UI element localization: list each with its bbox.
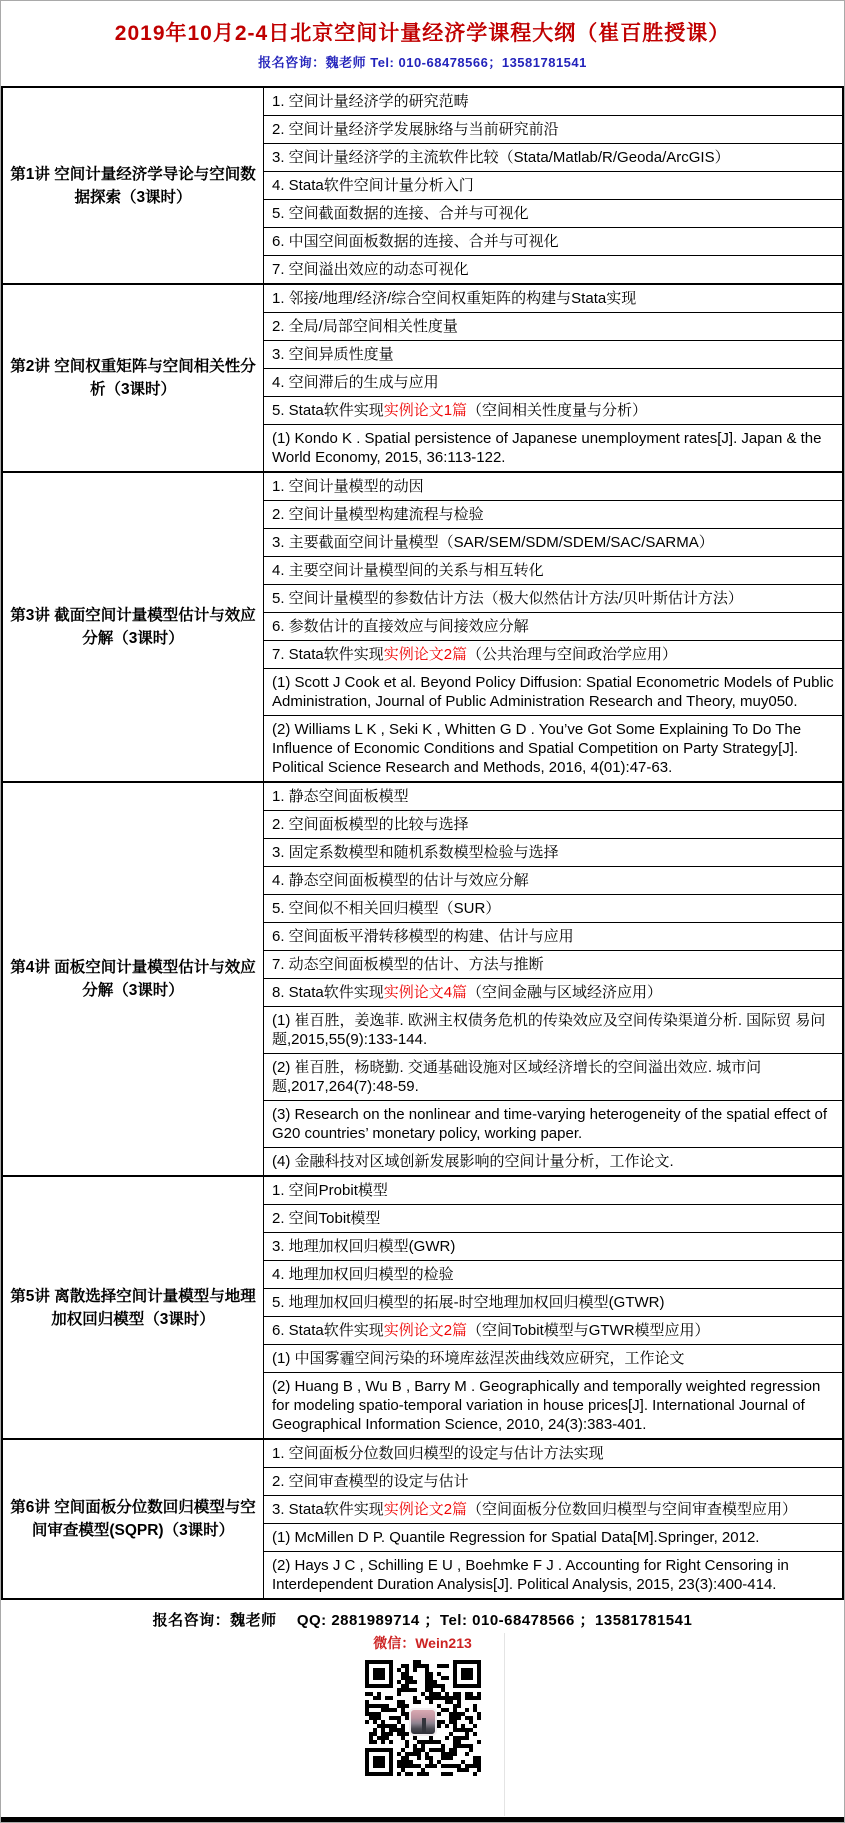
footer-wechat-line: 微信：Wein213 [373,1635,472,1651]
topic-cell [264,923,844,951]
topic-cell [264,1205,844,1233]
topic-text: 4. 主要空间计量模型间的关系与相互转化 [272,562,544,579]
footer [1,1609,844,1784]
qr-code-image [361,1660,485,1784]
topic-cell [264,811,844,839]
topic-cell [264,144,844,172]
topic-text: 8. Stata软件实现 [272,984,384,1001]
topic-cell [264,397,844,425]
topic-text: 5. 空间计量模型的参数估计方法（极大似然估计方法/贝叶斯估计方法） [272,590,743,607]
course-table [1,86,844,1600]
lecture-title: 第4讲 面板空间计量模型估计与效应分解（3课时） [2,782,264,1176]
topic-text: 2. 全局/局部空间相关性度量 [272,318,458,335]
topic-cell [264,979,844,1007]
citation-cell [264,1007,844,1054]
qr-center-logo [409,1708,437,1736]
citation-cell [264,1373,844,1440]
topic-text: 7. 空间溢出效应的动态可视化 [272,261,469,278]
topic-text: 1. 空间计量经济学的研究范畴 [272,93,469,110]
topic-text: （公共治理与空间政治学应用） [467,646,678,663]
topic-text: 3. 固定系数模型和随机系数模型检验与选择 [272,844,559,861]
topic-text: (2) Huang B , Wu B , Barry M . Geographically and temporally weighted regression for modeling spatio-temporal variation in house prices[J]. International Journal of Geographical Information Science, 2010, 24(3):383-401. [272,1378,821,1433]
topic-cell [264,839,844,867]
citation-cell [264,1524,844,1552]
topic-text: 3. 地理加权回归模型(GWR) [272,1238,456,1255]
highlight-text: 实例论文4篇 [383,984,468,1001]
citation-cell [264,1552,844,1600]
topic-text: 2. 空间计量模型构建流程与检验 [272,506,484,523]
topic-cell [264,867,844,895]
table-row [2,1176,843,1205]
table-row [2,472,843,501]
topic-cell [264,613,844,641]
topic-cell [264,228,844,256]
topic-text: 1. 静态空间面板模型 [272,788,409,805]
topic-cell [264,1317,844,1345]
topic-text: 2. 空间计量经济学发展脉络与当前研究前沿 [272,121,559,138]
citation-cell [264,1345,844,1373]
topic-text: (1) McMillen D P. Quantile Regression for Spatial Data[M].Springer, 2012. [272,1529,760,1546]
topic-text: (1) Kondo K . Spatial persistence of Japanese unemployment rates[J]. Japan & the World Economy, 2015, 36:113-122. [272,430,822,466]
footer-contact-line: 报名咨询：魏老师 QQ: 2881989714 ；Tel: 010-68478566 ；13581781541 [152,1612,693,1629]
highlight-text: 实例论文1篇 [383,402,468,419]
topic-cell [264,895,844,923]
citation-cell [264,1148,844,1177]
topic-text: (1) Scott J Cook et al. Beyond Policy Diffusion: Spatial Econometric Models of Public Administration, Journal of Public Administration Research and Theory, muy050. [272,674,834,710]
topic-cell [264,1261,844,1289]
footer-divider-line [504,1633,505,1816]
citation-cell [264,716,844,783]
topic-cell [264,557,844,585]
topic-text: 6. 空间面板平滑转移模型的构建、估计与应用 [272,928,574,945]
topic-text: 2. 空间Tobit模型 [272,1210,381,1227]
topic-text: 7. Stata软件实现 [272,646,384,663]
citation-cell [264,669,844,716]
topic-text: 7. 动态空间面板模型的估计、方法与推断 [272,956,544,973]
topic-text: 2. 空间审查模型的设定与估计 [272,1473,469,1490]
topic-cell [264,369,844,397]
topic-cell [264,529,844,557]
topic-cell [264,1233,844,1261]
topic-text: (3) Research on the nonlinear and time-varying heterogeneity of the spatial effect of G20 countries’ monetary policy, working paper. [272,1106,828,1142]
topic-text: （空间相关性度量与分析） [467,402,648,419]
page-title: 2019年10月2-4日北京空间计量经济学课程大纲（崔百胜授课） [114,22,731,45]
lecture-title: 第1讲 空间计量经济学导论与空间数据探索（3课时） [2,87,264,284]
topic-text: 1. 空间计量模型的动因 [272,478,424,495]
table-row [2,782,843,811]
bottom-border-bar [1,1817,844,1822]
topic-cell [264,585,844,613]
topic-text: 4. 静态空间面板模型的估计与效应分解 [272,872,529,889]
topic-cell [264,1176,844,1205]
topic-text: 5. 空间截面数据的连接、合并与可视化 [272,205,529,222]
topic-text: 5. 空间似不相关回归模型（SUR） [272,900,501,917]
topic-text: 1. 空间Probit模型 [272,1182,388,1199]
topic-text: （空间Tobit模型与GTWR模型应用） [467,1322,710,1339]
topic-text: 4. 地理加权回归模型的检验 [272,1266,454,1283]
highlight-text: 实例论文2篇 [383,1322,468,1339]
topic-text: (2) Williams L K , Seki K , Whitten G D . You’ve Got Some Explaining To Do The Influence of Economic Conditions and Spatial Competition on Party Strategy[J]. Political Science Research and Methods, 2016, 4(01):47-63. [272,721,802,776]
topic-cell [264,256,844,285]
highlight-text: 实例论文2篇 [383,1501,468,1518]
topic-text: 5. Stata软件实现 [272,402,384,419]
header [1,1,844,86]
table-row [2,284,843,313]
topic-cell [264,472,844,501]
qr-logo-photo-detail [422,1718,426,1734]
header-contact-line: 报名咨询：魏老师 Tel: 010-68478566；13581781541 [258,55,587,70]
topic-cell [264,1468,844,1496]
topic-text: 6. 中国空间面板数据的连接、合并与可视化 [272,233,559,250]
lecture-title: 第6讲 空间面板分位数回归模型与空间审查模型(SQPR)（3课时） [2,1439,264,1599]
topic-text: 6. 参数估计的直接效应与间接效应分解 [272,618,529,635]
topic-text: (1) 中国雾霾空间污染的环境库兹涅茨曲线效应研究，工作论文 [272,1350,685,1367]
topic-text: 1. 空间面板分位数回归模型的设定与估计方法实现 [272,1445,604,1462]
topic-text: 5. 地理加权回归模型的拓展-时空地理加权回归模型(GTWR) [272,1294,665,1311]
course-table-body [2,87,843,1599]
topic-cell [264,313,844,341]
topic-cell [264,1289,844,1317]
lecture-title: 第3讲 截面空间计量模型估计与效应分解（3课时） [2,472,264,782]
table-row [2,1439,843,1468]
lecture-title: 第5讲 离散选择空间计量模型与地理加权回归模型（3课时） [2,1176,264,1439]
topic-cell [264,951,844,979]
topic-cell [264,1439,844,1468]
topic-text: 4. Stata软件空间计量分析入门 [272,177,474,194]
topic-text: (1) 崔百胜，姜逸菲. 欧洲主权债务危机的传染效应及空间传染渠道分析. 国际贸 易问题,2015,55(9):133-144. [272,1012,826,1048]
topic-cell [264,782,844,811]
topic-text: （空间金融与区域经济应用） [467,984,663,1001]
topic-text: 6. Stata软件实现 [272,1322,384,1339]
highlight-text: 实例论文2篇 [383,646,468,663]
citation-cell [264,425,844,473]
topic-text: 3. Stata软件实现 [272,1501,384,1518]
topic-text: 2. 空间面板模型的比较与选择 [272,816,469,833]
topic-cell [264,200,844,228]
topic-text: （空间面板分位数回归模型与空间审查模型应用） [467,1501,798,1518]
topic-text: (2) 崔百胜，杨晓勤. 交通基础设施对区域经济增长的空间溢出效应. 城市问题,2017,264(7):48-59. [272,1059,762,1095]
topic-text: 3. 空间计量经济学的主流软件比较（Stata/Matlab/R/Geoda/ArcGIS） [272,149,730,166]
topic-cell [264,641,844,669]
lecture-title: 第2讲 空间权重矩阵与空间相关性分析（3课时） [2,284,264,472]
topic-text: (4) 金融科技对区域创新发展影响的空间计量分析，工作论文. [272,1153,674,1170]
table-row [2,87,843,116]
topic-cell [264,284,844,313]
topic-cell [264,116,844,144]
topic-text: 4. 空间滞后的生成与应用 [272,374,439,391]
topic-cell [264,501,844,529]
topic-cell [264,341,844,369]
topic-text: (2) Hays J C , Schilling E U , Boehmke F J . Accounting for Right Censoring in Interdependent Duration Analysis[J]. Political Analysis, 2015, 23(3):400-414. [272,1557,789,1593]
citation-cell [264,1054,844,1101]
topic-cell [264,1496,844,1524]
citation-cell [264,1101,844,1148]
topic-cell [264,172,844,200]
topic-text: 1. 邻接/地理/经济/综合空间权重矩阵的构建与Stata实现 [272,290,637,307]
topic-text: 3. 主要截面空间计量模型（SAR/SEM/SDM/SDEM/SAC/SARMA） [272,534,714,551]
topic-text: 3. 空间异质性度量 [272,346,394,363]
topic-cell [264,87,844,116]
